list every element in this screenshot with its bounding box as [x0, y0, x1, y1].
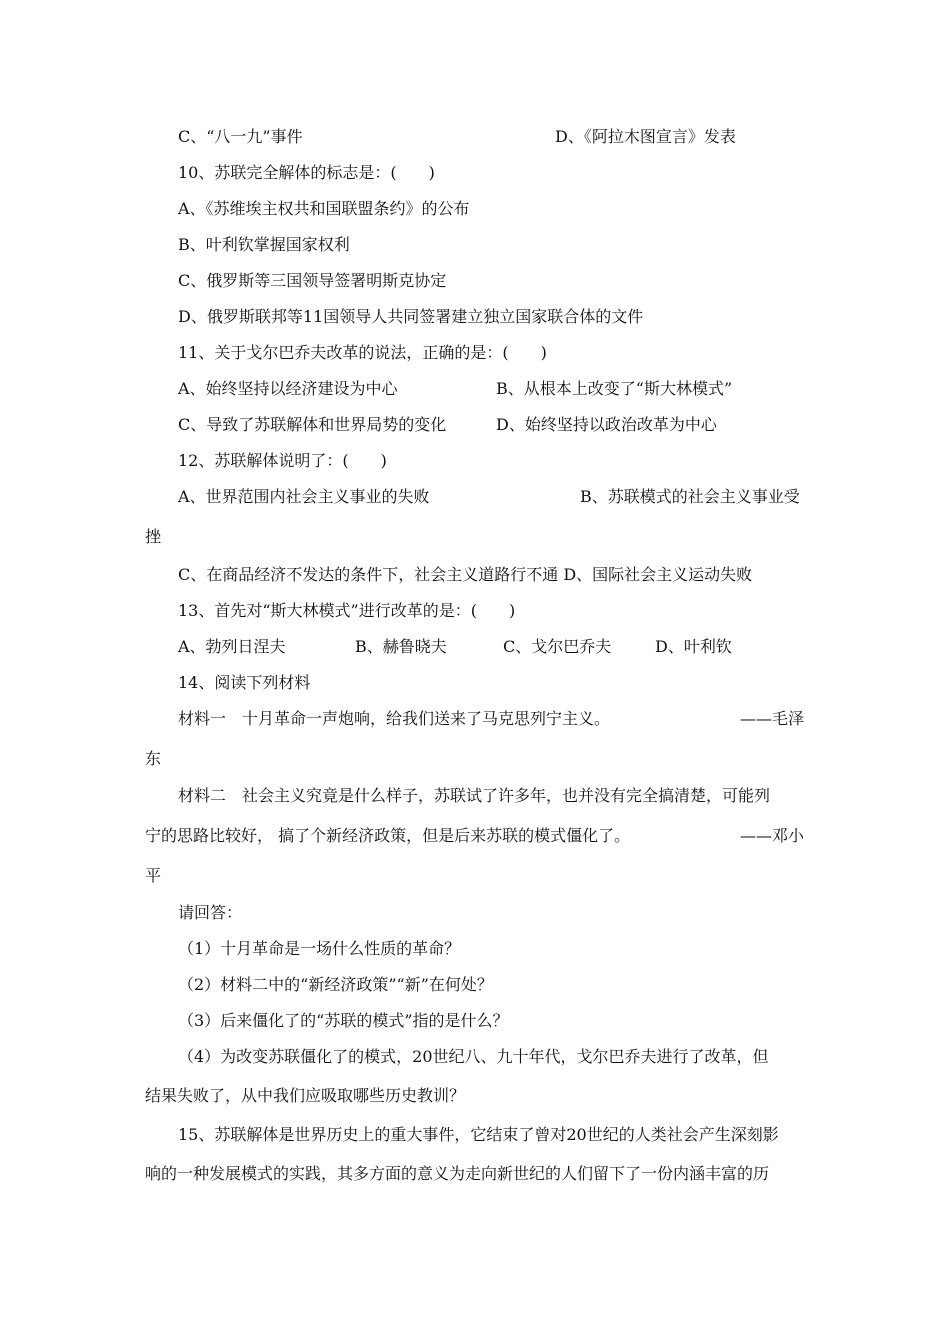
q10-option-d: D、俄罗斯联邦等11国领导人共同签署建立独立国家联合体的文件: [178, 307, 644, 326]
q13-stem: 13、首先对“斯大林模式”进行改革的是：( ): [178, 601, 516, 620]
q13-option-a: A、勃列日涅夫: [178, 637, 286, 656]
q11-option-b: B、从根本上改变了“斯大林模式”: [496, 379, 733, 398]
q13-option-c: C、戈尔巴乔夫: [503, 637, 612, 656]
q10-option-c: C、俄罗斯等三国领导签署明斯克协定: [178, 271, 447, 290]
material1-source: ——毛泽: [740, 709, 805, 728]
sub-question-1: （1）十月革命是一场什么性质的革命？: [178, 939, 461, 958]
q10-stem: 10、苏联完全解体的标志是：( ): [178, 163, 435, 182]
sub-question-4-line2: 结果失败了，从中我们应吸取哪些历史教训？: [145, 1086, 466, 1105]
q13-option-b: B、赫鲁晓夫: [355, 637, 447, 656]
q10-option-a: A、《苏维埃主权共和国联盟条约》的公布: [178, 199, 470, 218]
q9-option-d: D、《阿拉木图宣言》发表: [555, 127, 736, 146]
q12-option-b: B、苏联模式的社会主义事业受: [580, 487, 800, 506]
q15-line2: 响的一种发展模式的实践，其多方面的意义为走向新世纪的人们留下了一份内涵丰富的历: [145, 1164, 770, 1183]
material2-line2: 宁的思路比较好， 搞了个新经济政策，但是后来苏联的模式僵化了。: [145, 826, 631, 845]
material1-text: 材料一 十月革命一声炮响，给我们送来了马克思列宁主义。: [178, 709, 611, 728]
q10-option-b: B、叶利钦掌握国家权利: [178, 235, 350, 254]
q11-stem: 11、关于戈尔巴乔夫改革的说法，正确的是：( ): [178, 343, 547, 362]
q12-option-a: A、世界范围内社会主义事业的失败: [178, 487, 430, 506]
q15-line1: 15、苏联解体是世界历史上的重大事件，它结束了曾对20世纪的人类社会产生深刻影: [178, 1125, 779, 1144]
q9-option-c: C、“八一九”事件: [178, 127, 303, 146]
sub-question-2: （2）材料二中的“新经济政策”“新”在何处？: [178, 975, 493, 994]
sub-question-4-line1: （4）为改变苏联僵化了的模式，20世纪八、九十年代，戈尔巴乔夫进行了改革，但: [178, 1047, 769, 1066]
material1-source-wrap: 东: [145, 749, 162, 768]
q12-option-b-wrap: 挫: [145, 527, 162, 546]
material2-line1: 材料二 社会主义究竟是什么样子，苏联试了许多年，也并没有完全搞清楚，可能列: [178, 786, 771, 805]
q14-stem: 14、阅读下列材料: [178, 673, 311, 692]
answer-prompt: 请回答：: [178, 903, 243, 922]
sub-question-3: （3）后来僵化了的“苏联的模式”指的是什么？: [178, 1011, 509, 1030]
q11-option-d: D、始终坚持以政治改革为中心: [496, 415, 717, 434]
q11-option-c: C、导致了苏联解体和世界局势的变化: [178, 415, 447, 434]
q12-option-c-d: C、在商品经济不发达的条件下，社会主义道路行不通 D、国际社会主义运动失败: [178, 565, 753, 584]
q13-option-d: D、叶利钦: [655, 637, 732, 656]
material2-source-wrap: 平: [145, 866, 162, 885]
material2-source: ——邓小: [740, 826, 805, 845]
q12-stem: 12、苏联解体说明了：( ): [178, 451, 387, 470]
q11-option-a: A、始终坚持以经济建设为中心: [178, 379, 398, 398]
